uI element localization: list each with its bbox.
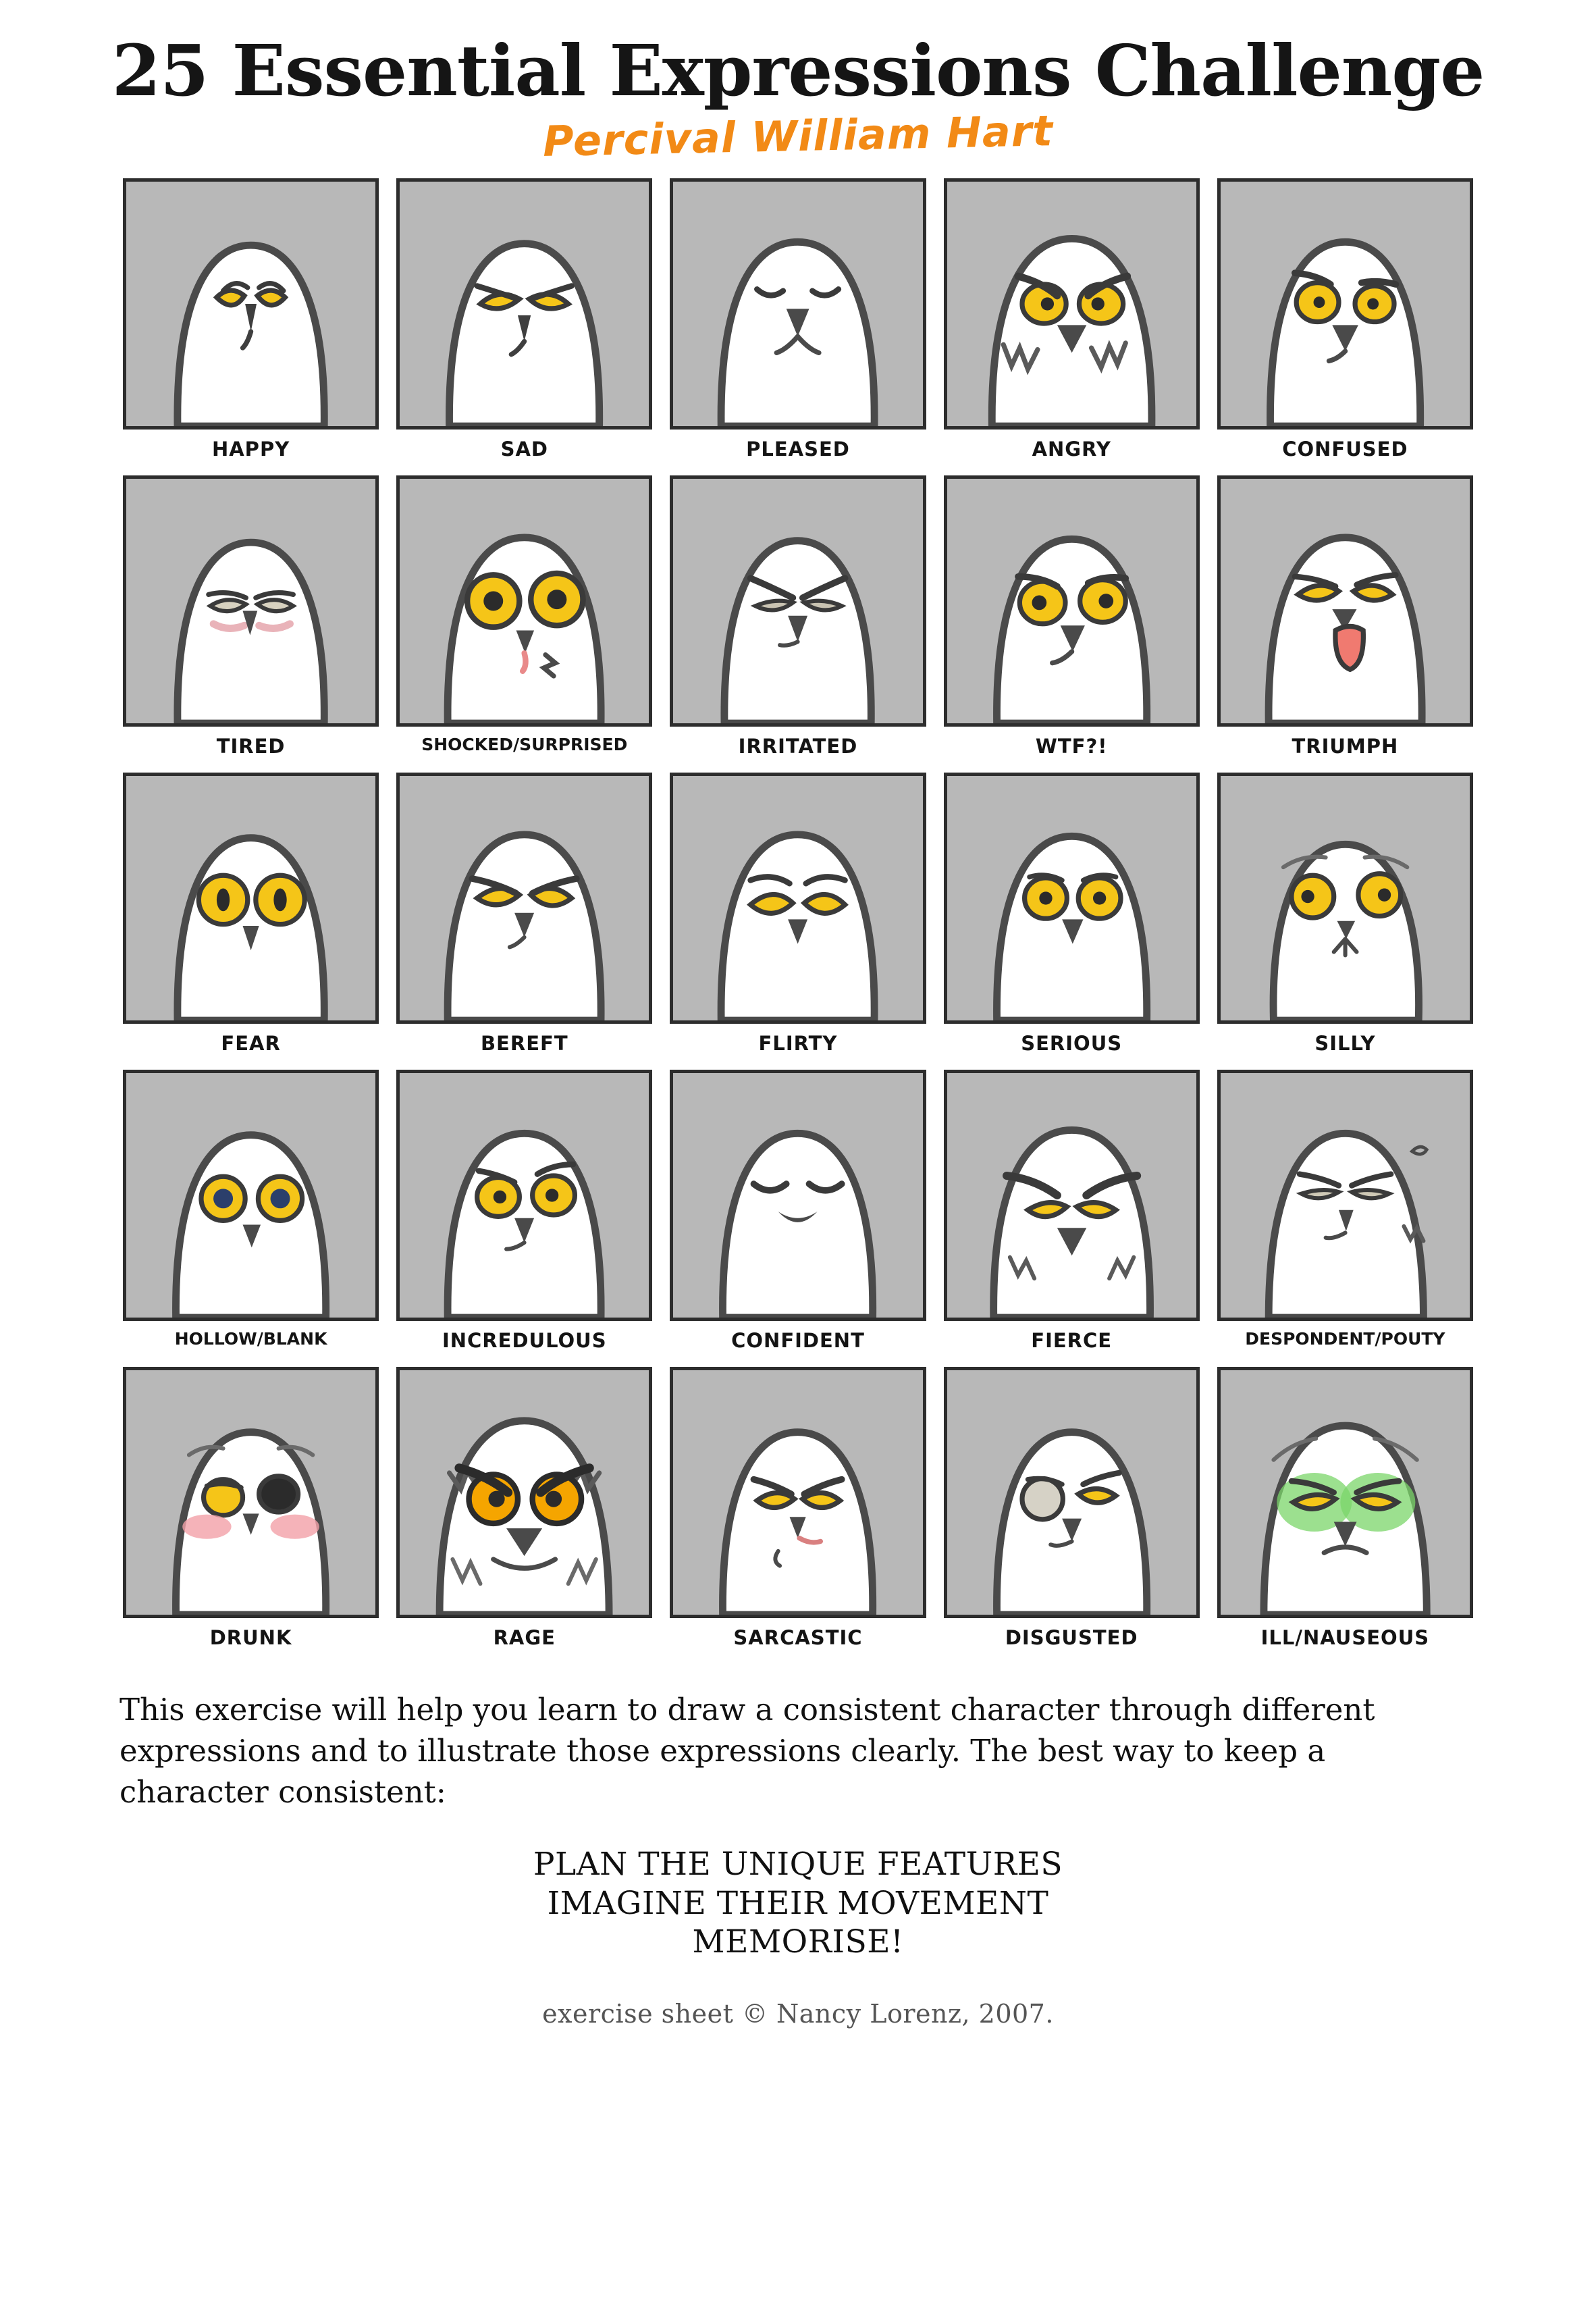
drawing-frame-sad: [396, 178, 652, 430]
instructions-text: This exercise will help you learn to draw a consistent character through different expressions and to illustrate those expressions clearly. The best way to keep a character consistent:: [119, 1692, 1375, 1810]
expression-label: HAPPY: [211, 438, 290, 461]
plan-block: [41, 1845, 1555, 1961]
expression-cell: [1217, 773, 1473, 1059]
drawing-frame-drunk: [123, 1367, 379, 1618]
expression-label: TIRED: [216, 735, 286, 758]
expression-cell: [123, 475, 379, 762]
drawing-frame-confident: [670, 1070, 926, 1321]
owl-hollow-icon: [126, 1073, 375, 1318]
owl-triumph-icon: [1221, 479, 1470, 723]
expression-label: FLIRTY: [758, 1032, 838, 1056]
owl-incredulous-icon: [400, 1073, 649, 1318]
expression-cell: [396, 178, 652, 465]
plan-line-2: IMAGINE THEIR MOVEMENT: [547, 1884, 1049, 1922]
expression-cell: [1217, 475, 1473, 762]
owl-disgusted-icon: [947, 1370, 1196, 1615]
expression-cell: [123, 773, 379, 1059]
owl-happy-icon: [126, 182, 375, 426]
drawing-frame-hollow: [123, 1070, 379, 1321]
owl-flirty-icon: [673, 776, 922, 1020]
owl-serious-icon: [947, 776, 1196, 1020]
expression-label: FIERCE: [1031, 1329, 1113, 1353]
expression-label: PLEASED: [746, 438, 850, 461]
drawing-frame-silly: [1217, 773, 1473, 1024]
owl-angry-icon: [947, 182, 1196, 426]
owl-shocked-icon: [400, 479, 649, 723]
expression-label: ANGRY: [1032, 438, 1111, 461]
drawing-frame-serious: [944, 773, 1200, 1024]
expression-label: SAD: [500, 438, 548, 461]
drawing-frame-triumph: [1217, 475, 1473, 727]
owl-confused-icon: [1221, 182, 1470, 426]
artist-byline: Percival William Hart: [542, 106, 1054, 167]
drawing-frame-confused: [1217, 178, 1473, 430]
expression-label: RAGE: [493, 1626, 556, 1650]
credit-text: exercise sheet © Nancy Lorenz, 2007.: [542, 1999, 1054, 2029]
drawing-frame-wtf: [944, 475, 1200, 727]
expression-label: TRIUMPH: [1292, 735, 1399, 758]
expression-label: CONFIDENT: [731, 1329, 865, 1353]
owl-confident-icon: [673, 1073, 922, 1318]
drawing-frame-fierce: [944, 1070, 1200, 1321]
expression-label: DISGUSTED: [1005, 1626, 1138, 1650]
drawing-frame-irritated: [670, 475, 926, 727]
expression-cell: [1217, 1070, 1473, 1356]
expression-label: SARCASTIC: [733, 1626, 863, 1650]
drawing-frame-tired: [123, 475, 379, 727]
owl-rage-icon: [400, 1370, 649, 1615]
owl-wtf-icon: [947, 479, 1196, 723]
drawing-frame-ill: [1217, 1367, 1473, 1618]
expression-cell: [670, 773, 926, 1059]
expression-label: FEAR: [221, 1032, 281, 1056]
owl-sarcastic-icon: [673, 1370, 922, 1615]
drawing-frame-pleased: [670, 178, 926, 430]
drawing-frame-angry: [944, 178, 1200, 430]
expression-cell: [123, 1070, 379, 1356]
expression-cell: [1217, 178, 1473, 465]
owl-irritated-icon: [673, 479, 922, 723]
expression-cell: [123, 178, 379, 465]
drawing-frame-rage: [396, 1367, 652, 1618]
expression-cell: [396, 475, 652, 762]
expression-cell: [944, 475, 1200, 762]
drawing-frame-happy: [123, 178, 379, 430]
drawing-frame-sarcastic: [670, 1367, 926, 1618]
expressions-grid: [123, 178, 1473, 1653]
expression-cell: [944, 1367, 1200, 1653]
plan-line-1: PLAN THE UNIQUE FEATURES: [533, 1846, 1063, 1883]
expression-cell: [944, 178, 1200, 465]
expression-label: DESPONDENT/POUTY: [1245, 1329, 1445, 1349]
expression-label: SERIOUS: [1021, 1032, 1123, 1056]
expression-cell: [670, 178, 926, 465]
expression-cell: [944, 1070, 1200, 1356]
expression-cell: [670, 1070, 926, 1356]
expression-cell: [944, 773, 1200, 1059]
expression-cell: [396, 1367, 652, 1653]
owl-pleased-icon: [673, 182, 922, 426]
drawing-frame-bereft: [396, 773, 652, 1024]
plan-line-3: MEMORISE!: [692, 1923, 904, 1961]
expression-label: CONFUSED: [1282, 438, 1408, 461]
owl-fierce-icon: [947, 1073, 1196, 1318]
drawing-frame-fear: [123, 773, 379, 1024]
owl-bereft-icon: [400, 776, 649, 1020]
expression-label: BEREFT: [480, 1032, 568, 1056]
owl-fear-icon: [126, 776, 375, 1020]
owl-ill-icon: [1221, 1370, 1470, 1615]
owl-sad-icon: [400, 182, 649, 426]
owl-despondent-icon: [1221, 1073, 1470, 1318]
expression-cell: [123, 1367, 379, 1653]
owl-tired-icon: [126, 479, 375, 723]
expression-label: IRRITATED: [738, 735, 858, 758]
expression-cell: [670, 1367, 926, 1653]
drawing-frame-shocked: [396, 475, 652, 727]
expression-label: WTF?!: [1035, 735, 1108, 758]
drawing-frame-flirty: [670, 773, 926, 1024]
owl-drunk-icon: [126, 1370, 375, 1615]
expression-label: DRUNK: [209, 1626, 292, 1650]
owl-silly-icon: [1221, 776, 1470, 1020]
expression-label: SHOCKED/SURPRISED: [421, 735, 628, 755]
expression-label: SILLY: [1314, 1032, 1376, 1056]
drawing-frame-despondent: [1217, 1070, 1473, 1321]
drawing-frame-incredulous: [396, 1070, 652, 1321]
expression-label: ILL/NAUSEOUS: [1260, 1626, 1430, 1650]
expression-cell: [1217, 1367, 1473, 1653]
expression-cell: [396, 773, 652, 1059]
expression-label: INCREDULOUS: [442, 1329, 607, 1353]
expression-cell: [670, 475, 926, 762]
drawing-frame-disgusted: [944, 1367, 1200, 1618]
expression-cell: [396, 1070, 652, 1356]
expression-label: HOLLOW/BLANK: [174, 1329, 327, 1349]
page-title: 25 Essential Expressions Challenge: [111, 29, 1485, 112]
